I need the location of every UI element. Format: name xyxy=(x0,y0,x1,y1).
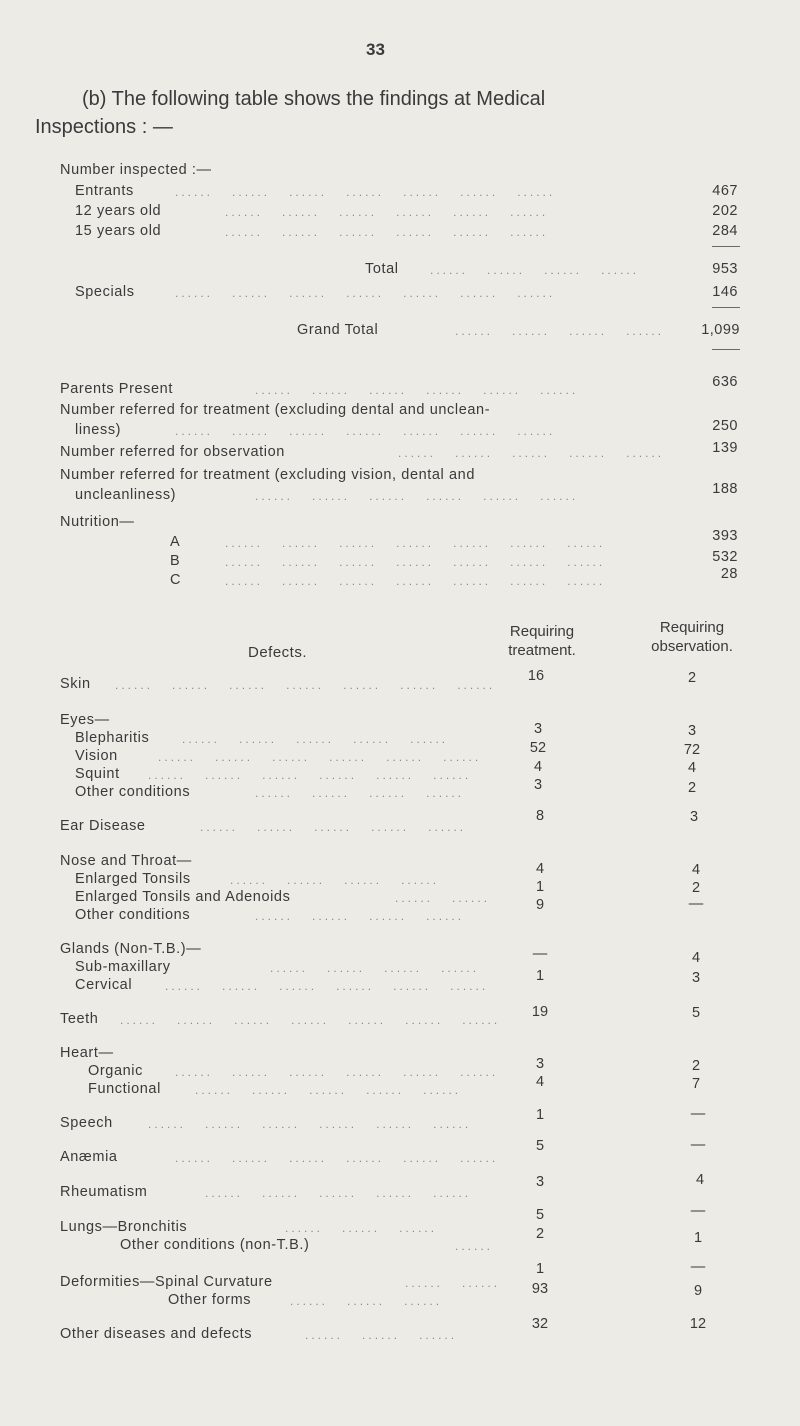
other-forms-leader: ...... ...... ...... xyxy=(290,1294,443,1308)
anaemia-observation: — xyxy=(690,1137,706,1153)
submax-leader: ...... ...... ...... ...... xyxy=(270,961,480,975)
referred3-leader: ...... ...... ...... ...... ...... ...... xyxy=(255,489,579,503)
speech-label: Speech xyxy=(60,1115,113,1131)
total-rule xyxy=(712,246,740,247)
teeth-treatment: 19 xyxy=(531,1004,549,1020)
bronchitis-leader: ...... ...... ...... xyxy=(285,1221,438,1235)
organic-treatment: 3 xyxy=(535,1056,545,1072)
tonsils-adenoids-treatment: 1 xyxy=(535,879,545,895)
parents-label: Parents Present xyxy=(60,381,173,397)
col-treatment-header: Requiring treatment. xyxy=(508,623,576,659)
entrants-leader: ...... ...... ...... ...... ...... ...... ...... xyxy=(175,185,556,199)
blepharitis-observation: 3 xyxy=(687,723,697,739)
age15-label: 15 years old xyxy=(75,223,162,239)
organic-observation: 2 xyxy=(691,1058,701,1074)
grand-total-leader: ...... ...... ...... ...... xyxy=(455,324,665,338)
spinal-label: Deformities—Spinal Curvature xyxy=(60,1274,273,1290)
nose-heading: Nose and Throat— xyxy=(60,853,192,869)
tonsils-adenoids-label: Enlarged Tonsils and Adenoids xyxy=(75,889,291,905)
cervical-label: Cervical xyxy=(75,977,133,993)
eye-other-treatment: 3 xyxy=(533,777,543,793)
blepharitis-label: Blepharitis xyxy=(75,730,150,746)
other-diseases-treatment: 32 xyxy=(531,1316,549,1332)
vision-label: Vision xyxy=(75,748,118,764)
grand-total-rule xyxy=(712,307,740,308)
tonsils-adenoids-leader: ...... ...... xyxy=(395,891,491,905)
age12-leader: ...... ...... ...... ...... ...... ...... xyxy=(225,205,549,219)
intro-line-2: Inspections : — xyxy=(35,116,173,138)
other-forms-observation: 9 xyxy=(693,1283,703,1299)
eye-other-leader: ...... ...... ...... ...... xyxy=(255,786,465,800)
referred1-line1: Number referred for treatment (excluding dental and unclean- xyxy=(60,402,491,418)
lungs-other-observation: 1 xyxy=(693,1230,703,1246)
referred3-line2: uncleanliness) xyxy=(75,487,177,503)
rheumatism-leader: ...... ...... ...... ...... ...... xyxy=(205,1186,472,1200)
speech-leader: ...... ...... ...... ...... ...... ...... xyxy=(148,1117,472,1131)
bronchitis-label: Lungs—Bronchitis xyxy=(60,1219,188,1235)
specials-value: 146 xyxy=(712,284,738,300)
squint-label: Squint xyxy=(75,766,120,782)
other-diseases-label: Other diseases and defects xyxy=(60,1326,253,1342)
organic-leader: ...... ...... ...... ...... ...... ...... xyxy=(175,1065,499,1079)
glands-heading: Glands (Non-T.B.)— xyxy=(60,941,202,957)
ear-treatment: 8 xyxy=(535,808,545,824)
entrants-label: Entrants xyxy=(75,183,134,199)
grand-total-underline xyxy=(712,349,740,350)
tonsils-observation: 4 xyxy=(691,862,701,878)
nutrition-b-label: B xyxy=(170,553,181,569)
nutrition-c-label: C xyxy=(170,572,182,588)
nose-other-leader: ...... ...... ...... ...... xyxy=(255,909,465,923)
nutrition-b-value: 532 xyxy=(712,549,738,565)
teeth-observation: 5 xyxy=(691,1005,701,1021)
blepharitis-leader: ...... ...... ...... ...... ...... xyxy=(182,732,449,746)
referred3-value: 188 xyxy=(712,481,738,497)
nutrition-b-leader: ...... ...... ...... ...... ...... ...... ...... xyxy=(225,555,606,569)
vision-leader: ...... ...... ...... ...... ...... ...... xyxy=(158,750,482,764)
total-value: 953 xyxy=(712,261,738,277)
inspected-heading: Number inspected :— xyxy=(60,162,212,178)
cervical-observation: 3 xyxy=(691,970,701,986)
functional-treatment: 4 xyxy=(535,1074,545,1090)
rheumatism-observation: 4 xyxy=(695,1172,705,1188)
specials-leader: ...... ...... ...... ...... ...... ...... ...... xyxy=(175,286,556,300)
intro-line-1: (b) The following table shows the findings at Medical xyxy=(82,88,546,110)
nutrition-a-value: 393 xyxy=(712,528,738,544)
parents-value: 636 xyxy=(712,374,738,390)
heart-heading: Heart— xyxy=(60,1045,114,1061)
other-forms-label: Other forms xyxy=(168,1292,252,1308)
skin-label: Skin xyxy=(60,676,91,692)
vision-observation: 72 xyxy=(683,742,701,758)
skin-leader: ...... ...... ...... ...... ...... ...... ...... xyxy=(115,678,496,692)
eye-other-observation: 2 xyxy=(687,780,697,796)
lungs-other-treatment: 2 xyxy=(535,1226,545,1242)
grand-total-value: 1,099 xyxy=(701,322,740,338)
ear-leader: ...... ...... ...... ...... ...... xyxy=(200,820,467,834)
tonsils-leader: ...... ...... ...... ...... xyxy=(230,873,440,887)
anaemia-treatment: 5 xyxy=(535,1138,545,1154)
cervical-treatment: 1 xyxy=(535,968,545,984)
blepharitis-treatment: 3 xyxy=(533,721,543,737)
bronchitis-treatment: 5 xyxy=(535,1207,545,1223)
other-diseases-leader: ...... ...... ...... xyxy=(305,1328,458,1342)
teeth-label: Teeth xyxy=(60,1011,99,1027)
lungs-other-leader: ...... xyxy=(455,1239,494,1253)
referred2-value: 139 xyxy=(712,440,738,456)
age12-label: 12 years old xyxy=(75,203,162,219)
age12-value: 202 xyxy=(712,203,738,219)
vision-treatment: 52 xyxy=(529,740,547,756)
nutrition-a-label: A xyxy=(170,534,181,550)
grand-total-label: Grand Total xyxy=(297,322,379,338)
referred1-line2: liness) xyxy=(75,422,122,438)
functional-label: Functional xyxy=(88,1081,161,1097)
cervical-leader: ...... ...... ...... ...... ...... ...... xyxy=(165,979,489,993)
tonsils-treatment: 4 xyxy=(535,861,545,877)
referred2-label: Number referred for observation xyxy=(60,444,285,460)
nose-other-observation: — xyxy=(688,896,704,912)
parents-leader: ...... ...... ...... ...... ...... ...... xyxy=(255,383,579,397)
ear-observation: 3 xyxy=(689,809,699,825)
referred2-leader: ...... ...... ...... ...... ...... xyxy=(398,446,665,460)
squint-leader: ...... ...... ...... ...... ...... ...... xyxy=(148,768,472,782)
eyes-heading: Eyes— xyxy=(60,712,110,728)
total-leader: ...... ...... ...... ...... xyxy=(430,263,640,277)
col-defects-header: Defects. xyxy=(248,644,308,661)
total-label: Total xyxy=(365,261,399,277)
age15-value: 284 xyxy=(712,223,738,239)
specials-label: Specials xyxy=(75,284,135,300)
functional-leader: ...... ...... ...... ...... ...... xyxy=(195,1083,462,1097)
speech-treatment: 1 xyxy=(535,1107,545,1123)
spinal-observation: — xyxy=(690,1259,706,1275)
referred1-value: 250 xyxy=(712,418,738,434)
speech-observation: — xyxy=(690,1106,706,1122)
teeth-leader: ...... ...... ...... ...... ...... ...... ...... xyxy=(120,1013,501,1027)
squint-treatment: 4 xyxy=(533,759,543,775)
anaemia-leader: ...... ...... ...... ...... ...... ...... xyxy=(175,1151,499,1165)
age15-leader: ...... ...... ...... ...... ...... ...... xyxy=(225,225,549,239)
nutrition-a-leader: ...... ...... ...... ...... ...... ...... ...... xyxy=(225,536,606,550)
ear-label: Ear Disease xyxy=(60,818,146,834)
nutrition-c-leader: ...... ...... ...... ...... ...... ...... ...... xyxy=(225,574,606,588)
eye-other-label: Other conditions xyxy=(75,784,191,800)
functional-observation: 7 xyxy=(691,1076,701,1092)
nutrition-c-value: 28 xyxy=(720,566,738,582)
nose-other-treatment: 9 xyxy=(535,897,545,913)
tonsils-label: Enlarged Tonsils xyxy=(75,871,191,887)
submax-treatment: — xyxy=(532,946,548,962)
rheumatism-label: Rheumatism xyxy=(60,1184,148,1200)
page-number: 33 xyxy=(366,40,385,59)
other-diseases-observation: 12 xyxy=(689,1316,707,1332)
submax-label: Sub-maxillary xyxy=(75,959,171,975)
referred1-leader: ...... ...... ...... ...... ...... ...... ...... xyxy=(175,424,556,438)
spinal-treatment: 1 xyxy=(535,1261,545,1277)
referred3-line1: Number referred for treatment (excluding vision, dental and xyxy=(60,467,476,483)
lungs-other-label: Other conditions (non-T.B.) xyxy=(120,1237,310,1253)
tonsils-adenoids-observation: 2 xyxy=(691,880,701,896)
squint-observation: 4 xyxy=(687,760,697,776)
nose-other-label: Other conditions xyxy=(75,907,191,923)
col-observation-header: Requiring observation. xyxy=(651,619,733,655)
submax-observation: 4 xyxy=(691,950,701,966)
bronchitis-observation: — xyxy=(690,1203,706,1219)
entrants-value: 467 xyxy=(712,183,738,199)
nutrition-heading: Nutrition— xyxy=(60,514,135,530)
skin-treatment: 16 xyxy=(527,668,545,684)
other-forms-treatment: 93 xyxy=(531,1281,549,1297)
spinal-leader: ...... ...... xyxy=(405,1276,501,1290)
skin-observation: 2 xyxy=(687,670,697,686)
rheumatism-treatment: 3 xyxy=(535,1174,545,1190)
anaemia-label: Anæmia xyxy=(60,1149,118,1165)
organic-label: Organic xyxy=(88,1063,143,1079)
